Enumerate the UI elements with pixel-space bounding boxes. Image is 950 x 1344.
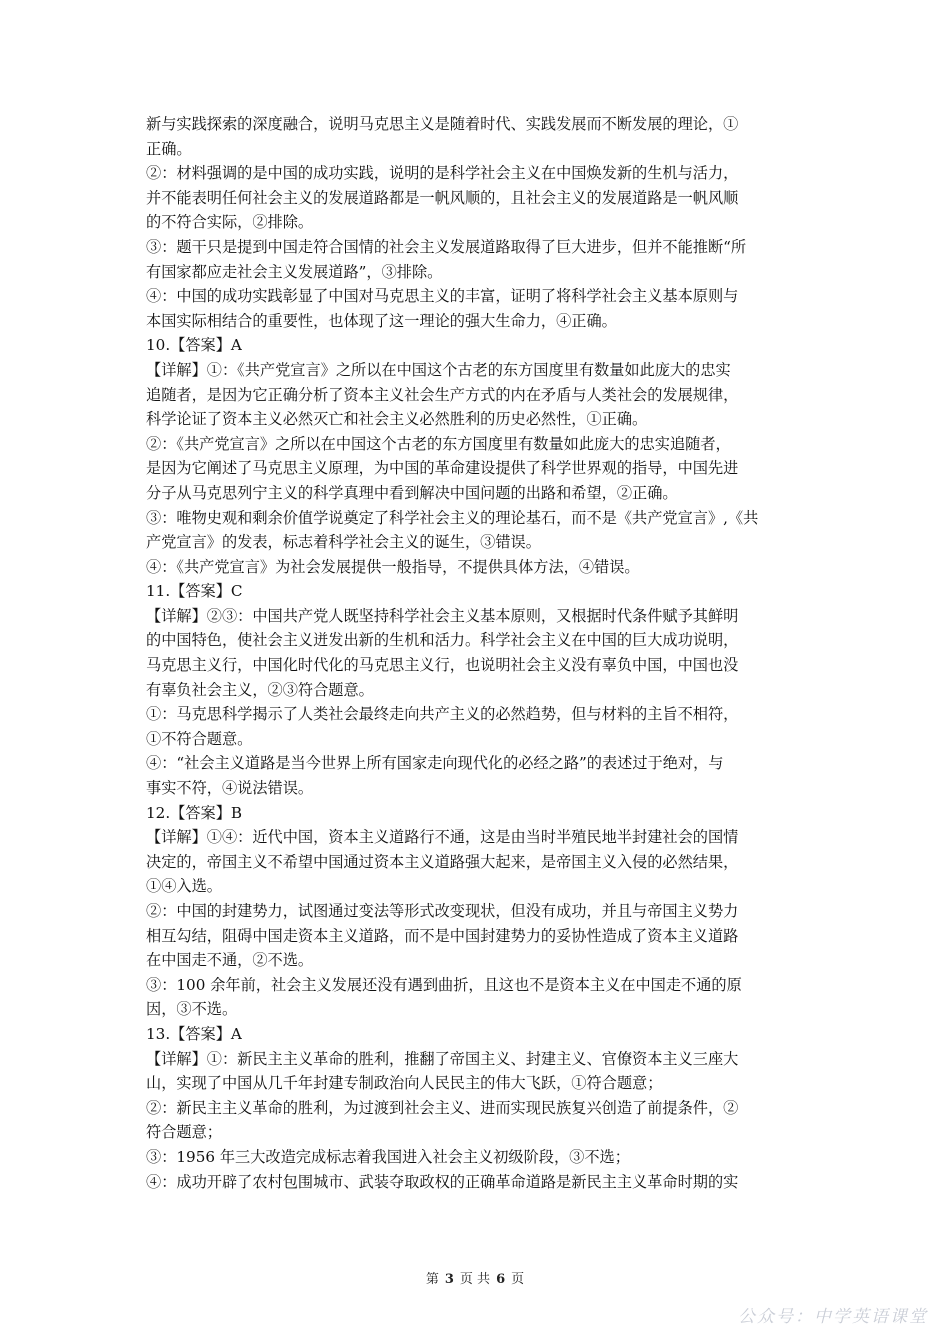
text-line: ①④入选。: [146, 877, 222, 896]
text-line: 追随者，是因为它正确分析了资本主义社会生产方式的内在矛盾与人类社会的发展规律，: [146, 385, 739, 404]
text-line: 的不符合实际，②排除。: [146, 213, 314, 232]
text-line: 【详解】①：《共产党宣言》之所以在中国这个古老的东方国度里有数量如此庞大的忠实: [146, 360, 731, 379]
text-line: 本国实际相结合的重要性，也体现了这一理论的强大生命力，④正确。: [146, 311, 617, 330]
text-line: 的中国特色，使社会主义迸发出新的生机和活力。科学社会主义在中国的巨大成功说明，: [146, 631, 739, 650]
current-page-number: 3: [444, 1272, 454, 1287]
page-footer: [0, 1268, 950, 1287]
text-line: ③：唯物史观和剩余价值学说奠定了科学社会主义的理论基石，而不是《共产党宣言》,《共: [146, 508, 759, 527]
text-line: 【详解】①④：近代中国，资本主义道路行不通，这是由当时半殖民地半封建社会的国情: [146, 828, 739, 847]
text-line: 符合题意；: [146, 1123, 222, 1142]
text-line: 11.【答案】C: [146, 582, 243, 601]
text-line: 有国家都应走社会主义发展道路”，③排除。: [146, 262, 443, 281]
text-line: ②：新民主主义革命的胜利，为过渡到社会主义、进而实现民族复兴创造了前提条件，②: [146, 1098, 739, 1117]
text-line: 马克思主义行，中国化时代化的马克思主义行，也说明社会主义没有辜负中国，中国也没: [146, 656, 739, 675]
text-line: ①不符合题意。: [146, 729, 253, 748]
text-line: ③：1956 年三大改造完成标志着我国进入社会主义初级阶段，③不选；: [146, 1147, 630, 1166]
text-line: 10.【答案】A: [146, 336, 242, 355]
text-line: 【详解】①：新民主主义革命的胜利，推翻了帝国主义、封建主义、官僚资本主义三座大: [146, 1049, 739, 1068]
text-line: 正确。: [146, 139, 192, 158]
footer-prefix: 第: [425, 1272, 439, 1287]
text-line: ①：马克思科学揭示了人类社会最终走向共产主义的必然趋势，但与材料的主旨不相符，: [146, 705, 739, 724]
text-line: 相互勾结，阻碍中国走资本主义道路，而不是中国封建势力的妥协性造成了资本主义道路: [146, 926, 739, 945]
text-line: 新与实践探索的深度融合，说明马克思主义是随着时代、实践发展而不断发展的理论，①: [146, 115, 739, 133]
text-line: 山，实现了中国从几千年封建专制政治向人民民主的伟大飞跃，①符合题意；: [146, 1074, 663, 1093]
text-line: 并不能表明任何社会主义的发展道路都是一帆风顺的，且社会主义的发展道路是一帆风顺: [146, 188, 739, 207]
text-line: ③：题干只是提到中国走符合国情的社会主义发展道路取得了巨大进步，但并不能推断“所: [146, 237, 747, 256]
text-line: 因，③不选。: [146, 1000, 238, 1019]
text-line: ④：“社会主义道路是当今世界上所有国家走向现代化的必经之路”的表述过于绝对，与: [146, 754, 724, 773]
text-line: 12.【答案】B: [146, 803, 243, 822]
text-line: 有辜负社会主义，②③符合题意。: [146, 680, 374, 699]
text-line: 科学论证了资本主义必然灭亡和社会主义必然胜利的历史必然性，①正确。: [146, 410, 648, 429]
footer-suffix: 页: [511, 1272, 525, 1287]
watermark: 公众号：中学英语课堂: [738, 1307, 928, 1327]
footer-middle: 页 共: [459, 1272, 491, 1287]
text-line: ④：中国的成功实践彰显了中国对马克思主义的丰富，证明了将科学社会主义基本原则与: [146, 287, 739, 306]
total-page-number: 6: [496, 1272, 506, 1287]
text-line: ④：成功开辟了农村包围城市、武装夺取政权的正确革命道路是新民主主义革命时期的实: [146, 1172, 739, 1191]
text-line: ②：中国的封建势力，试图通过变法等形式改变现状，但没有成功，并且与帝国主义势力: [146, 902, 739, 920]
text-line: ②：材料强调的是中国的成功实践，说明的是科学社会主义在中国焕发新的生机与活力，: [146, 164, 739, 183]
text-line: ②：《共产党宣言》之所以在中国这个古老的东方国度里有数量如此庞大的忠实追随者，: [146, 434, 731, 453]
text-line: 13.【答案】A: [146, 1024, 242, 1043]
text-line: ④：《共产党宣言》为社会发展提供一般指导，不提供具体方法，④错误。: [146, 557, 640, 576]
text-line: 决定的，帝国主义不希望中国通过资本主义道路强大起来，是帝国主义入侵的必然结果，: [146, 852, 739, 871]
text-line: ③：100 余年前，社会主义发展还没有遇到曲折，且这也不是资本主义在中国走不通的原: [146, 975, 742, 994]
text-line: 【详解】②③：中国共产党人既坚持科学社会主义基本原则，又根据时代条件赋予其鲜明: [146, 606, 739, 625]
text-line: 产党宣言》的发表，标志着科学社会主义的诞生，③错误。: [146, 533, 541, 552]
text-line: 事实不符，④说法错误。: [146, 779, 314, 798]
text-line: 分子从马克思列宁主义的科学真理中看到解决中国问题的出路和希望，②正确。: [146, 483, 678, 502]
document-body: [146, 112, 808, 1194]
text-line: 在中国走不通，②不选。: [146, 951, 314, 970]
text-line: 是因为它阐述了马克思主义原理，为中国的革命建设提供了科学世界观的指导，中国先进: [146, 459, 739, 478]
